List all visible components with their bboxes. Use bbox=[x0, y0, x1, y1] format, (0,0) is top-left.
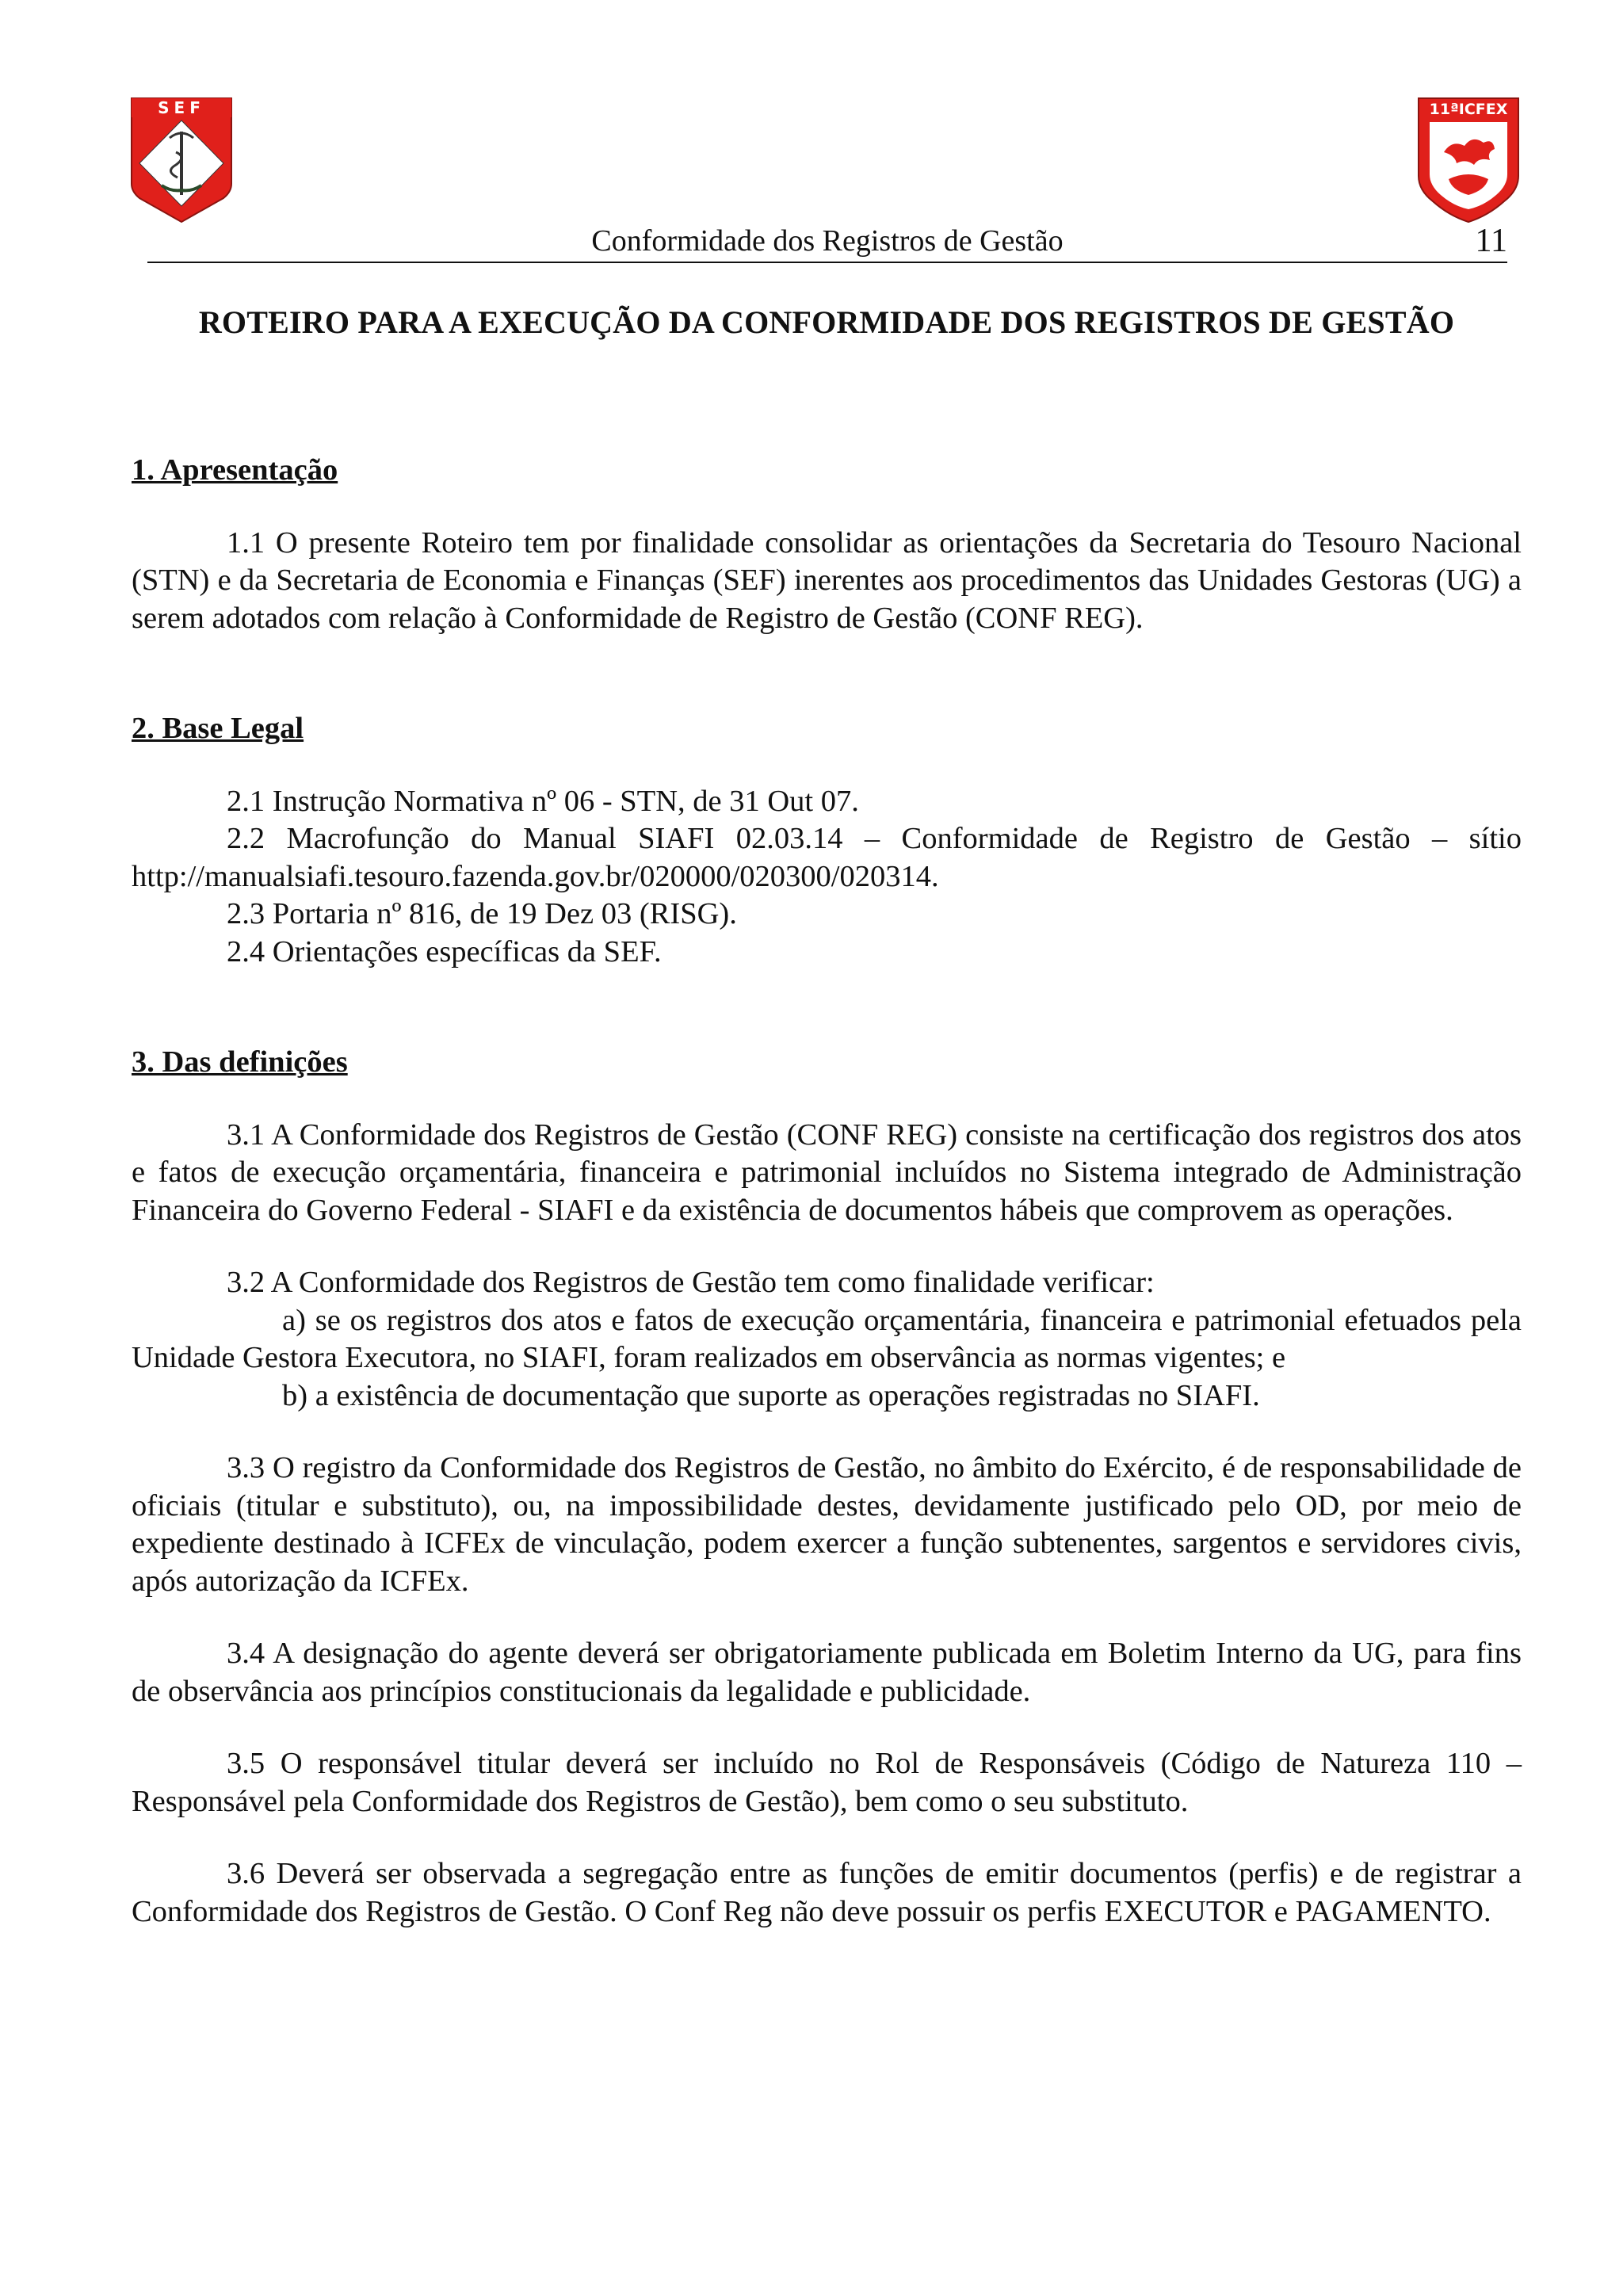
svg-text:SEF: SEF bbox=[158, 98, 205, 117]
document-body bbox=[132, 452, 1522, 1931]
document-title: ROTEIRO PARA A EXECUÇÃO DA CONFORMIDADE DOS REGISTROS DE GESTÃO bbox=[198, 304, 1455, 340]
paragraph-3-1: 3.1 A Conformidade dos Registros de Gestão (CONF REG) consiste na certificação dos registros dos atos e fatos de execução orçamentária, financeira e patrimonial incluídos no Sistema integrado de Administração Financeira do Governo Federal - SIAFI e da existência de documentos hábeis que comprovem as operações. bbox=[132, 1117, 1522, 1227]
paragraph-3-2: 3.2 A Conformidade dos Registros de Gestão tem como finalidade verificar: bbox=[227, 1266, 1155, 1299]
legal-item-2-1: 2.1 Instrução Normativa nº 06 - STN, de 31 Out 07. bbox=[227, 784, 859, 818]
paragraph-3-5: 3.5 O responsável titular deverá ser incluído no Rol de Responsáveis (Código de Natureza 110 – Responsável pela Conformidade dos Registros de Gestão), bem como o seu substituto. bbox=[132, 1747, 1522, 1818]
paragraph-3-3: 3.3 O registro da Conformidade dos Registros de Gestão, no âmbito do Exército, é de responsabilidade de oficiais (titular e substituto), ou, na impossibilidade destes, devidamente justificado pelo OD, por meio de expediente destinado à ICFEx de vinculação, podem exercer a função subtenentes, sargentos e servidores civis, após autorização da ICFEx. bbox=[132, 1451, 1522, 1598]
page-number: 11 bbox=[1475, 223, 1507, 259]
icfex-shield-logo bbox=[1417, 97, 1520, 223]
legal-item-2-4: 2.4 Orientações específicas da SEF. bbox=[227, 934, 662, 968]
paragraph-3-2-a: a) se os registros dos atos e fatos de execução orçamentária, financeira e patrimonial efetuados pela Unidade Gestora Executora, no SIAFI, foram realizados em observância as normas vigentes; e bbox=[132, 1303, 1522, 1374]
section-heading-base-legal: 2. Base Legal bbox=[132, 712, 304, 745]
paragraph-3-6: 3.6 Deverá ser observada a segregação entre as funções de emitir documentos (perfis) e de registrar a Conformidade dos Registros de Gestão. O Conf Reg não deve possuir os perfis EXECUTOR e PAGAMENTO. bbox=[132, 1857, 1522, 1928]
section-heading-apresentacao: 1. Apresentação bbox=[132, 453, 338, 487]
section-heading-definicoes: 3. Das definições bbox=[132, 1045, 348, 1079]
paragraph-3-2-b: b) a existência de documentação que suporte as operações registradas no SIAFI. bbox=[282, 1378, 1260, 1412]
sef-shield-logo bbox=[130, 97, 233, 223]
running-header-title: Conformidade dos Registros de Gestão bbox=[591, 224, 1064, 258]
legal-item-2-3: 2.3 Portaria nº 816, de 19 Dez 03 (RISG). bbox=[227, 897, 737, 930]
paragraph-1-1: 1.1 O presente Roteiro tem por finalidade consolidar as orientações da Secretaria do Tesouro Nacional (STN) e da Secretaria de Economia e Finanças (SEF) inerentes aos procedimentos das Unidades Gestoras (UG) a serem adotados com relação à Conformidade de Registro de Gestão (CONF REG). bbox=[132, 525, 1522, 635]
running-header bbox=[147, 223, 1507, 263]
paragraph-3-4: 3.4 A designação do agente deverá ser obrigatoriamente publicada em Boletim Interno da UG, para fins de observância aos princípios constitucionais da legalidade e publicidade. bbox=[132, 1637, 1522, 1708]
legal-item-2-2: 2.2 Macrofunção do Manual SIAFI 02.03.14 – Conformidade de Registro de Gestão – sítio http://manualsiafi.tesouro.fazenda.gov.br/020000/020300/020314. bbox=[132, 822, 1522, 893]
svg-text:11ªICFEX: 11ªICFEX bbox=[1429, 101, 1508, 118]
